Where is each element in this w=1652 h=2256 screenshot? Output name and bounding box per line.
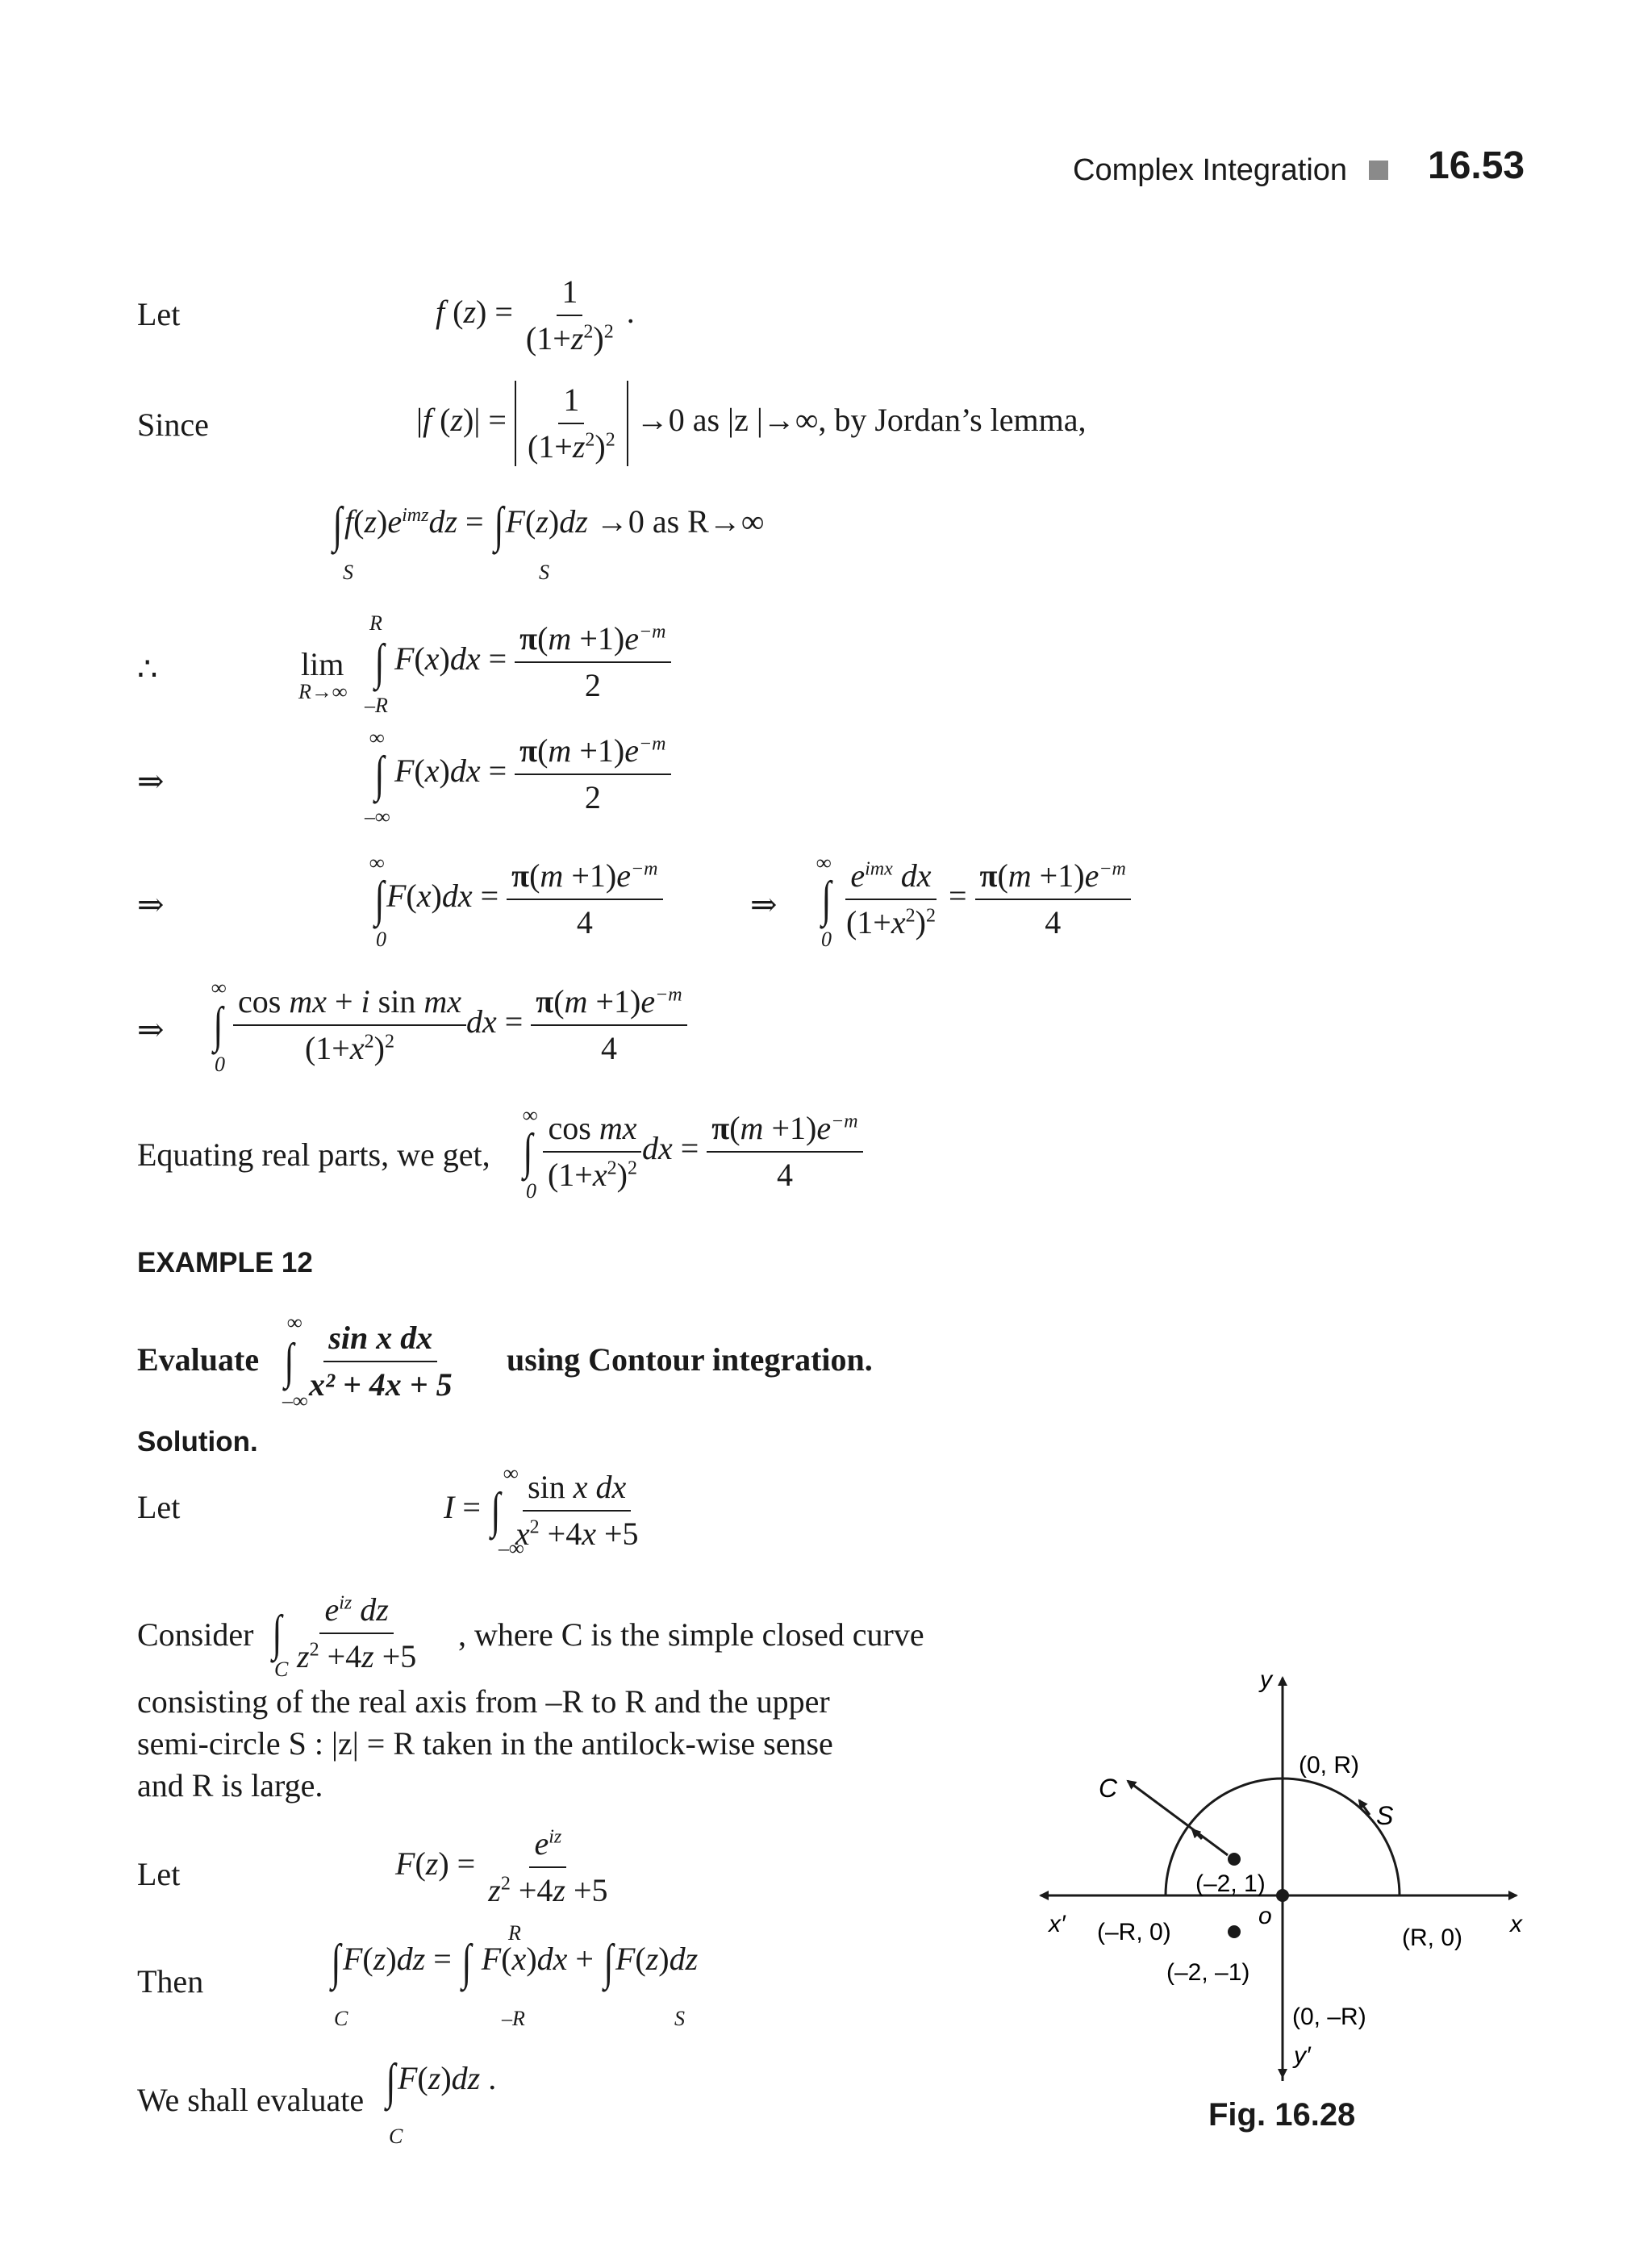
lim-inf-upper-5: ∞ bbox=[523, 1103, 538, 1127]
figure-caption: Fig. 16.28 bbox=[1208, 2097, 1356, 2133]
example-tail: using Contour integration. bbox=[507, 1341, 873, 1378]
eq-final: ∫F(z)dz . bbox=[386, 2054, 497, 2109]
label-x-prime: x′ bbox=[1049, 1911, 1066, 1937]
eq-F-def: F(z) = $\frac{e^{iz}}{z^2 +4z +5}$ bbox=[395, 1825, 608, 1908]
lim-zero-lower-4: 0 bbox=[215, 1053, 225, 1076]
eq-then: ∫F(z)dz = ∫ F(x)dx + ∫F(z)dz bbox=[331, 1935, 699, 1990]
eq-infinite: ∫ F(x)dx = $\frac{\pi(m +1)e^{-m}}{2}$ bbox=[373, 732, 671, 817]
label-right: (R, 0) bbox=[1402, 1924, 1462, 1951]
as-R-text: →0 as R→∞ bbox=[595, 503, 765, 540]
paragraph-consisting: consisting of the real axis from –R to R and the upper bbox=[137, 1683, 830, 1720]
page-number: 16.53 bbox=[1428, 144, 1525, 187]
example-denominator: x² + 4x + 5 bbox=[308, 1366, 453, 1403]
sol-consider: Consider bbox=[137, 1616, 254, 1653]
pole-upper-dot bbox=[1228, 1853, 1241, 1866]
lim-inf-upper-3: ∞ bbox=[816, 851, 832, 874]
lim-text: lim bbox=[301, 646, 344, 682]
lim-zero-lower-5: 0 bbox=[526, 1179, 536, 1203]
lim-zero-lower-3: 0 bbox=[821, 928, 832, 951]
eq-f-def: f (z) = $\frac{1}{(1+z^2)^2}$ . bbox=[436, 273, 635, 357]
lim-R-upper-then: R bbox=[508, 1921, 521, 1945]
sol-we-shall: We shall evaluate bbox=[137, 2082, 365, 2118]
lim-inf-lower-ex: –∞ bbox=[282, 1389, 308, 1412]
lim-S-1: S bbox=[343, 561, 353, 584]
implies-2: ⇒ bbox=[137, 886, 165, 923]
pole-lower-dot bbox=[1228, 1925, 1241, 1938]
implies-3: ⇒ bbox=[750, 886, 778, 923]
eq-half: ∫F(x)dx = $\frac{\pi(m +1)e^{-m}}{4}$ bbox=[373, 857, 663, 942]
label-y: y bbox=[1260, 1666, 1272, 1693]
lim-C-consider: C bbox=[274, 1658, 289, 1681]
label-pole-lower: (–2, –1) bbox=[1166, 1959, 1250, 1986]
example-numerator: sin x dx bbox=[323, 1319, 437, 1362]
lim-inf-upper-ex: ∞ bbox=[287, 1311, 302, 1334]
lim-zero-lower-2: 0 bbox=[376, 928, 386, 951]
sol-let-2: Let bbox=[137, 1856, 181, 1892]
lim-C-final: C bbox=[389, 2125, 403, 2148]
lim-S-then: S bbox=[674, 2007, 685, 2030]
eq-I: I = ∫ $\frac{\text{sin x dx}}{x^2 +4x +5}$ bbox=[444, 1469, 639, 1552]
jordan-text: →0 as |z |→∞, by Jordan’s lemma, bbox=[636, 402, 1087, 439]
lim-inf-upper-2: ∞ bbox=[369, 851, 385, 874]
lim-C-then: C bbox=[334, 2007, 348, 2030]
running-title: Complex Integration bbox=[1073, 153, 1348, 187]
lim-S-2: S bbox=[539, 561, 549, 584]
label-left: (–R, 0) bbox=[1097, 1919, 1171, 1945]
label-S: S bbox=[1376, 1801, 1394, 1830]
paragraph-semicircle: semi-circle S : |z| = R taken in the antilock-wise sense bbox=[137, 1725, 833, 1762]
label-let-1: Let bbox=[137, 296, 181, 332]
eq-jordan: |f (z)| = $\frac{1}{(1+z^2)^2}$ →0 as |z |→∞, by Jordan’s lemma, bbox=[416, 382, 1087, 465]
eq-cos-result: ∫ $\frac{\text{cos mx}}{(1+x^2)^2}$ dx = $\frac{\pi(m +1)e^{-m}}{4}$ bbox=[521, 1109, 863, 1195]
eq-lim: ∫ F(x)dx = $\frac{\pi(m +1)e^{-m}}{2}$ bbox=[373, 619, 671, 705]
lim-R-upper: R bbox=[369, 611, 382, 635]
example-heading: EXAMPLE 12 bbox=[137, 1247, 313, 1278]
lim-inf-lower-I: –∞ bbox=[499, 1537, 524, 1560]
label-top: (0, R) bbox=[1299, 1752, 1359, 1779]
lim-R-lower-then: –R bbox=[502, 2007, 525, 2030]
origin-dot bbox=[1276, 1889, 1289, 1902]
sol-then: Then bbox=[137, 1963, 204, 2000]
therefore-symbol: ∴ bbox=[137, 651, 158, 687]
lim-R-lower: –R bbox=[365, 694, 388, 717]
eq-integral-S: $\int f(z)e^{imz}dz = \int F(z)dz \to 0$ as R→∞ bbox=[332, 498, 765, 553]
equating-text: Equating real parts, we get, bbox=[137, 1136, 490, 1173]
lim-sub: R→∞ bbox=[298, 680, 348, 703]
label-bottom: (0, –R) bbox=[1292, 2004, 1366, 2030]
example-integral: ∫ $\frac{\text{sin x dx}}{\text{x² + 4x + 5}}$ bbox=[282, 1319, 457, 1404]
evaluate-label: Evaluate bbox=[137, 1341, 260, 1378]
contour-figure bbox=[1016, 1653, 1549, 2081]
consider-rest: , where C is the simple closed curve bbox=[458, 1616, 924, 1653]
label-x: x bbox=[1510, 1911, 1522, 1937]
lim-inf-upper-I: ∞ bbox=[503, 1462, 519, 1485]
lim-inf-upper-1: ∞ bbox=[369, 726, 385, 749]
label-pole-upper: (–2, 1) bbox=[1195, 1870, 1266, 1897]
sol-let: Let bbox=[137, 1489, 181, 1525]
label-origin: o bbox=[1258, 1903, 1272, 1929]
lim-inf-lower-1: –∞ bbox=[365, 805, 390, 828]
eq-consider: ∫ $\frac{e^{iz} dz}{z^2 +4z +5}$ bbox=[272, 1591, 417, 1674]
paragraph-and-R: and R is large. bbox=[137, 1767, 323, 1804]
header-square-icon bbox=[1369, 161, 1388, 180]
solution-label: Solution. bbox=[137, 1426, 258, 1457]
label-since: Since bbox=[137, 407, 209, 443]
eq-cos-isin: ∫ $\frac{\text{cos mx + i sin mx}}{(1+x^2)^2}$ dx = $\frac{\pi(m +1)e^{-m}}{4}$ bbox=[211, 982, 687, 1068]
eq-exp: ∫ $\frac{e^{imx} dx}{(1+x^2)^2}$ = $\frac{\pi(m +1)e^{-m}}{4}$ bbox=[820, 857, 1131, 942]
implies-1: ⇒ bbox=[137, 763, 165, 799]
label-y-prime: y′ bbox=[1294, 2042, 1311, 2069]
label-C: C bbox=[1099, 1774, 1118, 1803]
lim-inf-upper-4: ∞ bbox=[211, 976, 227, 999]
implies-4: ⇒ bbox=[137, 1011, 165, 1048]
